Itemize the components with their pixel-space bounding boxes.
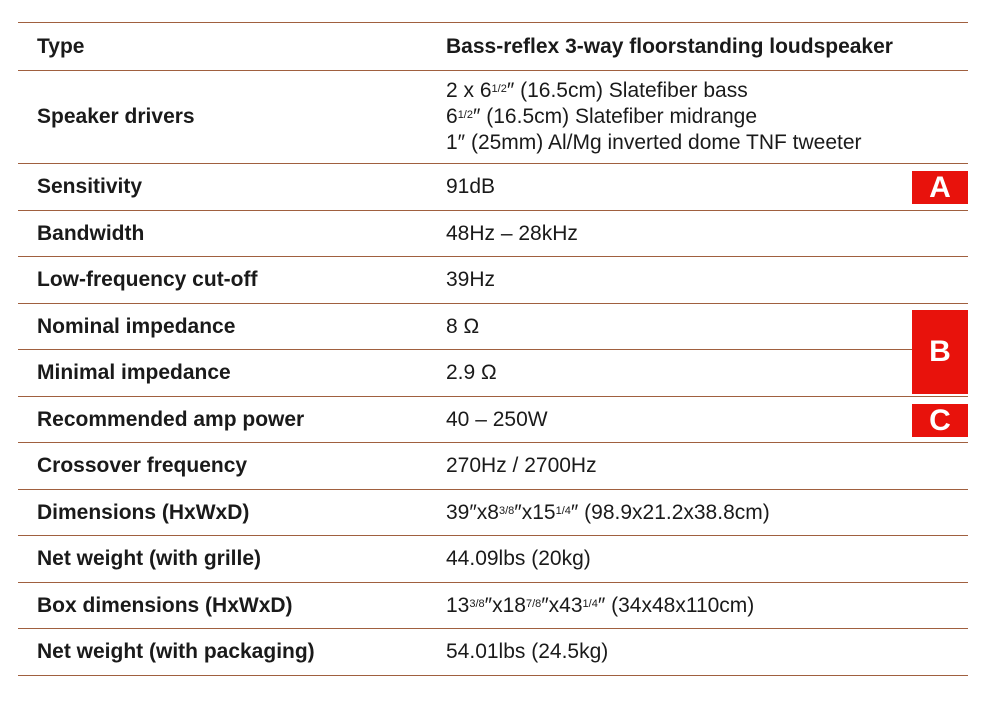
spec-value: 2.9 Ω [446,361,497,384]
spec-value: 54.01lbs (24.5kg) [446,640,609,663]
spec-row-box-dimensions [18,582,968,628]
spec-row-bandwidth [18,210,968,256]
badge-c: C [912,404,968,437]
spec-row-low-frequency [18,256,968,303]
spec-label: Crossover frequency [37,454,248,477]
spec-label: Net weight (with grille) [37,547,261,570]
spec-row-recommended-amp-power [18,396,968,442]
spec-table [18,22,968,676]
spec-value: $39''x8^{3/8}''x15^{1/4}''$ (98.9x21.2x38.8cm) [446,500,770,524]
spec-row-type [18,22,968,70]
spec-value: 8 Ω [446,314,480,338]
spec-row-sensitivity [18,163,968,210]
badge-b: B [912,310,968,394]
spec-label: Sensitivity [37,175,143,198]
spec-value: Bass-reflex 3-way floorstanding loudspeaker [446,34,893,58]
spec-label: Low-frequency cut-off [37,268,258,291]
spec-row-minimal-impedance [18,349,968,396]
spec-label: Type [37,34,85,58]
spec-row-crossover-frequency [18,442,968,489]
spec-label: Nominal impedance [37,314,236,338]
spec-value: 40 – 250W [446,407,548,431]
spec-value: $13^{3/8}''x18^{7/8}''x43^{1/4}''$ (34x48x110cm) [446,593,755,617]
spec-value: 44.09lbs (20kg) [446,547,591,570]
spec-label: Bandwidth [37,221,145,245]
spec-row-speaker-drivers [18,70,968,163]
spec-value [446,78,862,156]
spec-label: Speaker drivers [37,105,195,128]
spec-row-net-weight-packaging [18,628,968,676]
driver-tweeter: 1″ (25mm) Al/Mg inverted dome TNF tweeter [446,131,862,154]
spec-label: Box dimensions (HxWxD) [37,593,293,617]
spec-value: 270Hz / 2700Hz [446,454,597,477]
spec-row-nominal-impedance [18,303,968,368]
spec-label: Minimal impedance [37,361,231,384]
spec-value: 48Hz – 28kHz [446,221,578,245]
spec-label: Dimensions (HxWxD) [37,500,250,524]
spec-value: 39Hz [446,268,496,291]
driver-midrange: $6^{1/2}''$ (16.5cm) Slatefiber midrange [446,105,758,128]
spec-row-net-weight-grille [18,535,968,582]
spec-label: Recommended amp power [37,407,305,431]
driver-bass: 2 x $6^{1/2}''$ (16.5cm) Slatefiber bass [446,79,748,102]
spec-value: 91dB [446,175,496,198]
badge-a: A [912,171,968,204]
spec-row-dimensions [18,489,968,535]
spec-label: Net weight (with packaging) [37,640,315,663]
